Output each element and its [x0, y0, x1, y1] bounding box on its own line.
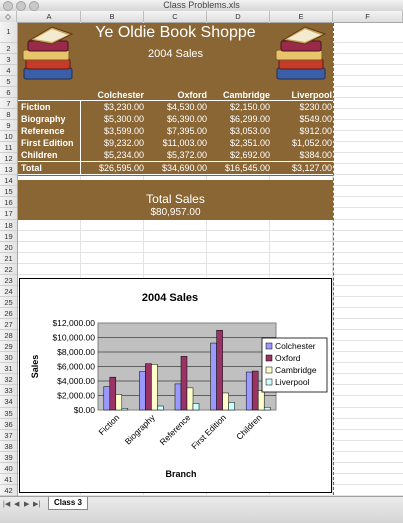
legend-swatch	[266, 355, 272, 361]
bar	[252, 371, 258, 410]
row-header[interactable]: 33	[0, 385, 17, 396]
grid-row-line	[18, 230, 403, 231]
bar-chart	[20, 279, 331, 492]
row-header[interactable]: 41	[0, 474, 17, 485]
bar	[217, 330, 223, 410]
table-cell[interactable]: $549.00	[299, 114, 332, 124]
x-tick-label: First Edition	[189, 412, 229, 452]
row-header[interactable]: 27	[0, 319, 17, 330]
next-sheet-button[interactable]: ▶	[24, 501, 30, 508]
table-cell[interactable]: $1,052.00	[291, 138, 332, 148]
grid-row-line	[18, 263, 403, 264]
row-header[interactable]: 20	[0, 242, 17, 253]
row-header[interactable]: 4	[0, 65, 17, 76]
table-cell[interactable]: $5,300.00	[103, 114, 144, 124]
row-label[interactable]: Fiction	[21, 102, 51, 112]
legend-entry: Oxford	[275, 353, 301, 363]
chart-title: 2004 Sales	[141, 292, 199, 304]
row-header[interactable]: 10	[0, 131, 17, 142]
row-header[interactable]: 5	[0, 76, 17, 87]
row-header[interactable]: 38	[0, 441, 17, 452]
table-row	[18, 113, 333, 125]
table-cell[interactable]: $6,390.00	[166, 114, 207, 124]
row-header[interactable]: 7	[0, 98, 17, 109]
row-header[interactable]: 18	[0, 220, 17, 231]
row-header[interactable]: 35	[0, 408, 17, 419]
x-axis-label: Branch	[165, 469, 197, 479]
row-label[interactable]: First Edition	[21, 138, 74, 148]
legend-entry: Liverpool	[275, 377, 310, 387]
total-cell[interactable]: $16,545.00	[224, 163, 270, 173]
bar	[157, 406, 163, 410]
row-header[interactable]: 37	[0, 430, 17, 441]
bar	[145, 364, 151, 410]
header-cell[interactable]: Liverpool	[291, 90, 332, 100]
legend-swatch	[266, 343, 272, 349]
table-cell[interactable]: $4,530.00	[166, 102, 207, 112]
row-header[interactable]: 30	[0, 352, 17, 363]
table-cell[interactable]: $5,372.00	[166, 150, 207, 160]
column-header[interactable]: D	[207, 11, 270, 22]
row-header[interactable]: 25	[0, 297, 17, 308]
table-bottom-border	[18, 174, 333, 175]
table-cell[interactable]: $6,299.00	[229, 114, 270, 124]
total-sales-value[interactable]: $80,957.00	[150, 207, 201, 218]
grid-row-line	[18, 252, 403, 253]
select-all-corner[interactable]: ◇	[0, 11, 17, 22]
bar	[139, 372, 145, 410]
row-header[interactable]: 1	[0, 22, 17, 43]
x-tick-label: Children	[234, 412, 264, 442]
window-controls	[3, 1, 39, 11]
bar	[258, 390, 264, 410]
table-cell[interactable]: $9,232.00	[103, 138, 144, 148]
table-cell[interactable]: $230.00	[299, 102, 332, 112]
table-cell[interactable]: $7,395.00	[166, 126, 207, 136]
bar	[187, 388, 193, 410]
bar	[104, 387, 110, 410]
row-header[interactable]: 36	[0, 419, 17, 430]
row-header[interactable]: 9	[0, 120, 17, 131]
bar	[223, 393, 229, 410]
row-header[interactable]: 3	[0, 54, 17, 65]
minimize-window-button[interactable]	[16, 1, 26, 11]
table-cell[interactable]: $2,692.00	[229, 150, 270, 160]
table-cell[interactable]: $3,053.00	[229, 126, 270, 136]
row-header[interactable]: 26	[0, 308, 17, 319]
sheet-subtitle: 2004 Sales	[147, 48, 204, 60]
row-header[interactable]: 19	[0, 231, 17, 242]
sheet-tab-bar	[0, 496, 403, 523]
row-header[interactable]: 34	[0, 396, 17, 407]
first-sheet-button[interactable]: |◀	[3, 501, 11, 508]
y-tick-label: $4,000.00	[57, 376, 95, 386]
row-header[interactable]: 8	[0, 109, 17, 120]
table-cell[interactable]: $2,150.00	[229, 102, 270, 112]
y-tick-label: $10,000.00	[52, 332, 95, 343]
table-cell[interactable]: $5,234.00	[103, 150, 144, 160]
row-header[interactable]: 12	[0, 153, 17, 164]
row-label[interactable]: Reference	[21, 126, 65, 136]
y-tick-label: $2,000.00	[57, 390, 95, 401]
window-title: Class Problems.xls	[163, 0, 240, 10]
row-header[interactable]: 42	[0, 485, 17, 496]
row-header[interactable]: 32	[0, 374, 17, 385]
legend-entry: Cambridge	[275, 365, 317, 375]
total-cell[interactable]: $26,595.00	[98, 163, 144, 173]
header-cell[interactable]: Cambridge	[222, 90, 270, 100]
row-header[interactable]: 40	[0, 463, 17, 474]
table-row	[18, 125, 333, 137]
row-header[interactable]: 17	[0, 208, 17, 219]
table-cell[interactable]: $11,003.00	[162, 138, 207, 148]
column-header[interactable]: C	[144, 11, 207, 22]
prev-sheet-button[interactable]: ◀	[14, 501, 20, 508]
row-label[interactable]: Children	[21, 150, 58, 160]
y-tick-label: $0.00	[73, 405, 95, 415]
close-window-button[interactable]	[3, 1, 13, 11]
total-cell[interactable]: $3,127.00	[291, 163, 332, 173]
row-label[interactable]: Biography	[21, 114, 66, 124]
row-headers	[0, 22, 18, 496]
bar	[193, 403, 199, 410]
table-row	[18, 101, 333, 113]
table-cell[interactable]: $2,351.00	[229, 138, 270, 148]
table-cell[interactable]: $912.00	[299, 126, 332, 136]
table-cell[interactable]: $3,230.00	[103, 102, 144, 112]
bar	[151, 364, 157, 410]
row-header[interactable]: 39	[0, 452, 17, 463]
total-label[interactable]: Total	[21, 163, 42, 173]
row-header[interactable]: 2	[0, 43, 17, 54]
table-row	[18, 149, 333, 161]
header-cell[interactable]: Colchester	[97, 90, 144, 100]
row-header[interactable]: 13	[0, 164, 17, 175]
row-header[interactable]: 31	[0, 363, 17, 374]
row-header[interactable]: 11	[0, 142, 17, 153]
row-header[interactable]: 14	[0, 175, 17, 186]
row-header[interactable]: 15	[0, 186, 17, 197]
grid-row-line	[18, 274, 403, 275]
x-tick-label: Reference	[157, 412, 193, 448]
column-header[interactable]: E	[270, 11, 333, 22]
column-header[interactable]: B	[81, 11, 144, 22]
row-header[interactable]: 21	[0, 253, 17, 264]
bar	[211, 343, 217, 410]
legend-swatch	[266, 367, 272, 373]
bar	[110, 377, 116, 410]
page-break-line	[333, 23, 334, 495]
y-tick-label: $8,000.00	[57, 347, 95, 357]
table-row	[18, 137, 333, 149]
bar	[175, 384, 181, 410]
bar	[122, 408, 128, 410]
last-sheet-button[interactable]: ▶|	[33, 501, 41, 508]
row-header[interactable]: 28	[0, 330, 17, 341]
bar	[264, 407, 270, 410]
row-header[interactable]: 23	[0, 275, 17, 286]
sheet-tab-class-3[interactable]: Class 3	[48, 497, 88, 510]
column-header[interactable]: F	[333, 11, 403, 22]
x-tick-label: Biography	[122, 412, 157, 447]
total-cell[interactable]: $34,690.00	[161, 163, 207, 173]
x-tick-label: Fiction	[96, 412, 122, 438]
row-header[interactable]: 29	[0, 341, 17, 352]
column-header[interactable]: A	[18, 11, 81, 22]
bar	[116, 394, 122, 410]
grid-row-line	[18, 241, 403, 242]
y-tick-label: $6,000.00	[57, 361, 95, 372]
row-header[interactable]: 24	[0, 286, 17, 297]
chart-object[interactable]	[19, 278, 332, 493]
row-header[interactable]: 22	[0, 264, 17, 275]
legend-swatch	[266, 379, 272, 385]
row-header[interactable]: 6	[0, 87, 17, 98]
y-axis-label: Sales	[30, 354, 40, 379]
row-header[interactable]: 16	[0, 197, 17, 208]
y-tick-label: $12,000.00	[52, 318, 95, 328]
table-total-row	[18, 162, 333, 174]
table-cell[interactable]: $384.00	[299, 150, 332, 160]
bar	[181, 356, 187, 410]
total-sales-title[interactable]: Total Sales	[146, 192, 205, 206]
bar	[229, 402, 235, 410]
sheet-title: Ye Oldie Book Shoppe	[95, 24, 256, 41]
header-cell[interactable]: Oxford	[177, 90, 207, 100]
zoom-window-button[interactable]	[29, 1, 39, 11]
legend-entry: Colchester	[275, 341, 316, 351]
bar	[246, 372, 252, 410]
table-cell[interactable]: $3,599.00	[103, 126, 144, 136]
